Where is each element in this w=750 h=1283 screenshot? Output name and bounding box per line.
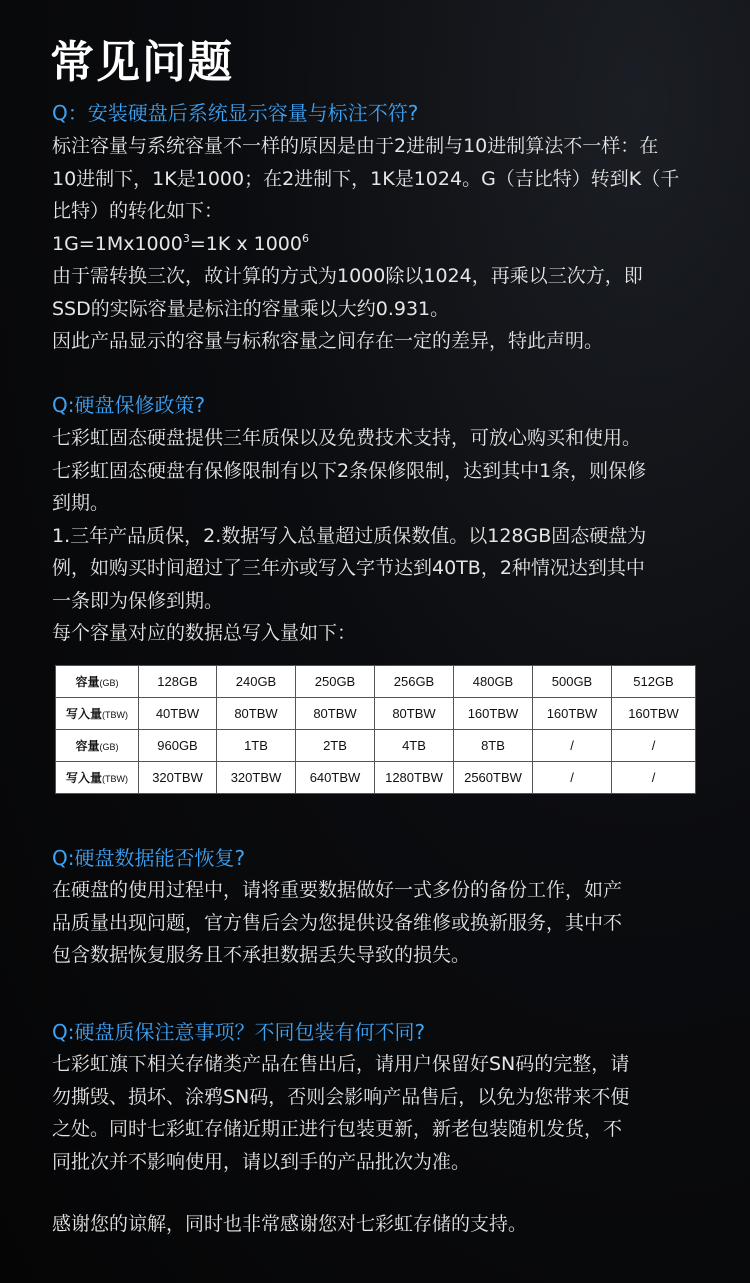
question-warranty-policy: Q:硬盘保修政策? [52,393,206,417]
table-cell: 1280TBW [375,762,454,794]
table-cell: 512GB [612,666,696,698]
answer-line: 由于需转换三次，故计算的方式为1000除以1024，再乘以三次方，即 [52,265,643,287]
answer-line: 七彩虹固态硬盘有保修限制有以下2条保修限制，达到其中1条，则保修 [52,459,647,482]
answer-capacity-mismatch [52,130,702,358]
table-cell: 240GB [217,666,296,698]
table-cell: 80TBW [375,698,454,730]
table-row [56,666,696,698]
table-cell: 320TBW [217,762,296,794]
table-cell: 4TB [375,730,454,762]
table-row [56,698,696,730]
table-cell: 8TB [454,730,533,762]
table-cell: 960GB [139,730,217,762]
answer-line: 1.三年产品质保，2.数据写入总量超过质保数值。以128GB固态硬盘为 [52,524,647,547]
question-capacity-mismatch: Q：安装硬盘后系统显示容量与标注不符? [52,101,419,125]
table-row [56,730,696,762]
table-cell: 128GB [139,666,217,698]
question-warranty-notes: Q:硬盘质保注意事项？不同包装有何不同? [52,1020,426,1044]
table-cell: 80TBW [217,698,296,730]
closing-note: 感谢您的谅解，同时也非常感谢您对七彩虹存储的支持。 [52,1213,528,1235]
answer-line: 例，如购买时间超过了三年亦或写入字节达到40TB，2种情况达到其中 [52,557,645,579]
answer-line: 因此产品显示的容量与标称容量之间存在一定的差异，特此声明。 [52,330,604,352]
answer-line: SSD的实际容量是标注的容量乘以大约0.931。 [52,297,450,320]
answer-line: 品质量出现问题，官方售后会为您提供设备维修或换新服务，其中不 [52,911,623,934]
table-cell: 160TBW [454,698,533,730]
answer-line: 勿撕毁、损坏、涂鸦SN码，否则会影响产品售后，以免为您带来不便 [52,1085,630,1108]
table-cell: 480GB [454,666,533,698]
answer-line: 10进制下，1K是1000；在2进制下，1K是1024。G（吉比特）转到K（千 [52,167,680,190]
table-cell: 80TBW [296,698,375,730]
page-title: 常见问题 [50,37,234,88]
table-cell: 640TBW [296,762,375,794]
answer-line: 同批次并不影响使用，请以到手的产品批次为准。 [52,1150,471,1173]
table-cell: 500GB [533,666,612,698]
answer-line: 比特）的转化如下： [52,200,224,222]
table-cell: 250GB [296,666,375,698]
table-cell: / [612,730,696,762]
formula-exponent-2: 6 [301,231,309,245]
answer-line: 在硬盘的使用过程中，请将重要数据做好一式多份的备份工作，如产 [52,879,623,901]
answer-line: 包含数据恢复服务且不承担数据丢失导致的损失。 [52,944,471,966]
formula-left: 1G=1Mx1000 [52,232,183,255]
capacity-tbw-table [55,665,696,794]
row-label: 容量(GB) [56,666,139,698]
answer-line: 七彩虹旗下相关存储类产品在售出后，请用户保留好SN码的完整，请 [52,1053,630,1075]
table-cell: 2TB [296,730,375,762]
row-label: 容量(GB) [56,730,139,762]
table-row [56,762,696,794]
answer-line: 七彩虹固态硬盘提供三年质保以及免费技术支持，可放心购买和使用。 [52,427,642,449]
table-cell: / [533,762,612,794]
answer-line: 到期。 [52,492,110,514]
answer-line: 一条即为保修到期。 [52,589,224,612]
table-cell: 40TBW [139,698,217,730]
table-cell: 160TBW [612,698,696,730]
row-label: 写入量(TBW) [56,698,139,730]
answer-data-recovery [52,874,702,972]
table-cell: 1TB [217,730,296,762]
question-data-recovery: Q:硬盘数据能否恢复? [52,846,246,870]
table-cell: 2560TBW [454,762,533,794]
row-label: 写入量(TBW) [56,762,139,794]
answer-line: 每个容量对应的数据总写入量如下： [52,622,357,644]
answer-warranty-notes [52,1048,702,1178]
table-cell: 160TBW [533,698,612,730]
formula-exponent-1: 3 [182,231,190,245]
answer-line: 标注容量与系统容量不一样的原因是由于2进制与10进制算法不一样：在 [52,135,659,157]
table-cell: 320TBW [139,762,217,794]
table-cell: / [612,762,696,794]
answer-warranty-policy [52,422,702,650]
conversion-formula [52,228,702,261]
answer-line: 之处。同时七彩虹存储近期正进行包装更新，新老包装随机发货，不 [52,1118,623,1140]
table-cell: 256GB [375,666,454,698]
formula-mid: =1K x 1000 [189,232,302,255]
table-cell: / [533,730,612,762]
